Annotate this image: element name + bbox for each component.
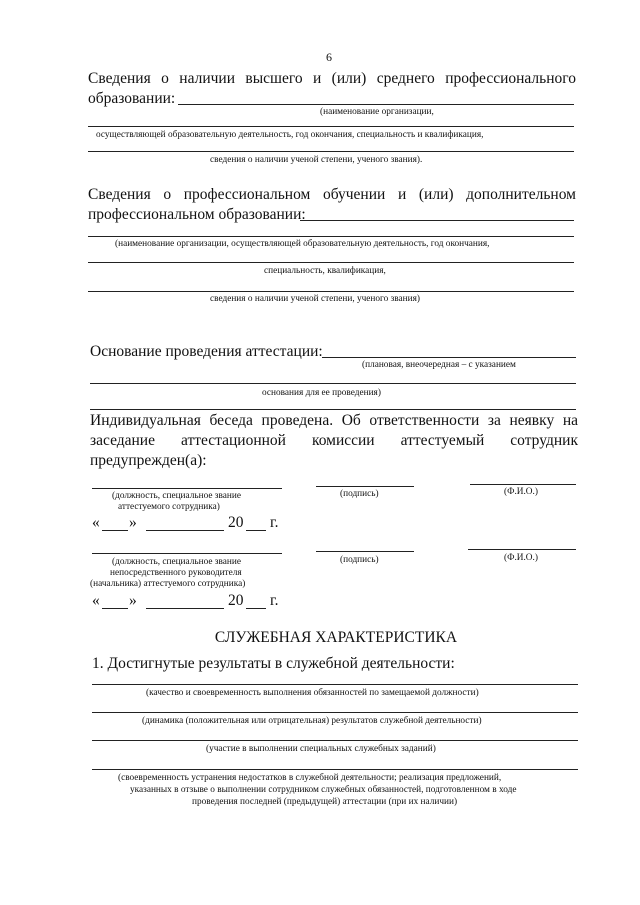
education-field-line [178, 104, 574, 105]
training-label: профессиональном образовании: [88, 206, 306, 223]
training-caption-3: сведения о наличии ученой степени, ученого звания) [210, 294, 421, 304]
sign2-caption-fio: (Ф.И.О.) [504, 553, 538, 563]
sign2-caption-position-1: (должность, специальное звание [112, 557, 241, 567]
sign1-signature-line [316, 486, 414, 487]
result-caption-4c: проведения последней (предыдущей) аттестации (при их наличии) [192, 797, 458, 807]
training-caption-1: (наименование организации, осуществляющей образовательную деятельность, год окончания, [115, 239, 490, 249]
result-caption-4b: указанных в отзыве о выполнении сотрудником служебных обязанностей, подготовленном в ходе [130, 785, 517, 795]
education-heading: Сведения о наличии высшего и (или) среднего профессионального [88, 70, 576, 87]
education-line-3 [88, 151, 574, 152]
education-caption-1: (наименование организации, [320, 107, 434, 117]
basis-label: Основание проведения аттестации: [90, 343, 323, 360]
training-line-2 [88, 236, 574, 237]
sign1-caption-fio: (Ф.И.О.) [504, 487, 538, 497]
sign2-signature-line [316, 551, 414, 552]
sign2-year-suffix: г. [270, 592, 279, 609]
training-line-4 [88, 291, 574, 292]
training-line-3 [88, 262, 574, 263]
result-caption-2: (динамика (положительная или отрицательная) результатов служебной деятельности) [142, 716, 482, 726]
sign2-caption-signature: (подпись) [340, 555, 379, 565]
sign1-year-prefix: 20 [228, 514, 244, 531]
interview-text-3: предупрежден(а): [90, 452, 207, 469]
result-caption-1: (качество и своевременность выполнения обязанностей по замещаемой должности) [146, 688, 479, 698]
basis-line-2 [90, 383, 576, 384]
sign1-caption-position-1: (должность, специальное звание [112, 491, 241, 501]
sign1-fio-line [470, 484, 576, 485]
sign2-day-line [102, 608, 128, 609]
interview-text-1: Индивидуальная беседа проведена. Об ответственности за неявку на [90, 412, 578, 429]
sign2-position-line [92, 553, 282, 554]
sign2-fio-line [468, 549, 576, 550]
sign1-year-line [246, 530, 266, 531]
sign1-caption-position-2: аттестуемого сотрудника) [118, 502, 220, 512]
result-line-4 [92, 769, 578, 770]
sign2-month-line [146, 608, 224, 609]
sign1-day-line [102, 530, 128, 531]
training-caption-2: специальность, квалификация, [264, 266, 386, 276]
sign1-position-line [92, 488, 282, 489]
result-line-1 [92, 684, 578, 685]
sign1-date-open: « [92, 514, 100, 531]
result-caption-4a: (своевременность устранения недостатков в служебной деятельности; реализация предложений, [118, 773, 502, 783]
basis-line-3 [90, 409, 576, 410]
sign2-caption-position-2: непосредственного руководителя [110, 568, 242, 578]
basis-caption-1: (плановая, внеочередная – с указанием [362, 360, 516, 370]
sign1-date-close: » [129, 514, 137, 531]
basis-field-line [322, 357, 576, 358]
basis-caption-2: основания для ее проведения) [262, 388, 381, 398]
result-line-3 [92, 740, 578, 741]
sign1-caption-signature: (подпись) [340, 489, 379, 499]
sign2-date-close: » [129, 592, 137, 609]
characteristic-item-1: 1. Достигнутые результаты в служебной деятельности: [92, 655, 455, 672]
education-caption-2: осуществляющей образовательную деятельность, год окончания, специальность и квалификация, [96, 130, 484, 140]
sign2-caption-position-3: (начальника) аттестуемого сотрудника) [90, 579, 246, 589]
sign2-year-line [246, 608, 266, 609]
result-line-2 [92, 712, 578, 713]
education-label: образовании: [88, 90, 176, 107]
page-number: 6 [326, 50, 332, 64]
sign1-month-line [146, 530, 224, 531]
interview-text-2: заседание аттестационной комиссии аттестуемый сотрудник [90, 432, 578, 449]
characteristic-title: СЛУЖЕБНАЯ ХАРАКТЕРИСТИКА [214, 629, 458, 646]
sign2-year-prefix: 20 [228, 592, 244, 609]
sign2-date-open: « [92, 592, 100, 609]
education-line-2 [88, 126, 574, 127]
training-field-line [300, 220, 574, 221]
training-heading: Сведения о профессиональном обучении и (или) дополнительном [88, 186, 576, 203]
education-caption-3: сведения о наличии ученой степени, ученого звания). [210, 155, 423, 165]
result-caption-3: (участие в выполнении специальных служебных заданий) [206, 744, 436, 754]
sign1-year-suffix: г. [270, 514, 279, 531]
